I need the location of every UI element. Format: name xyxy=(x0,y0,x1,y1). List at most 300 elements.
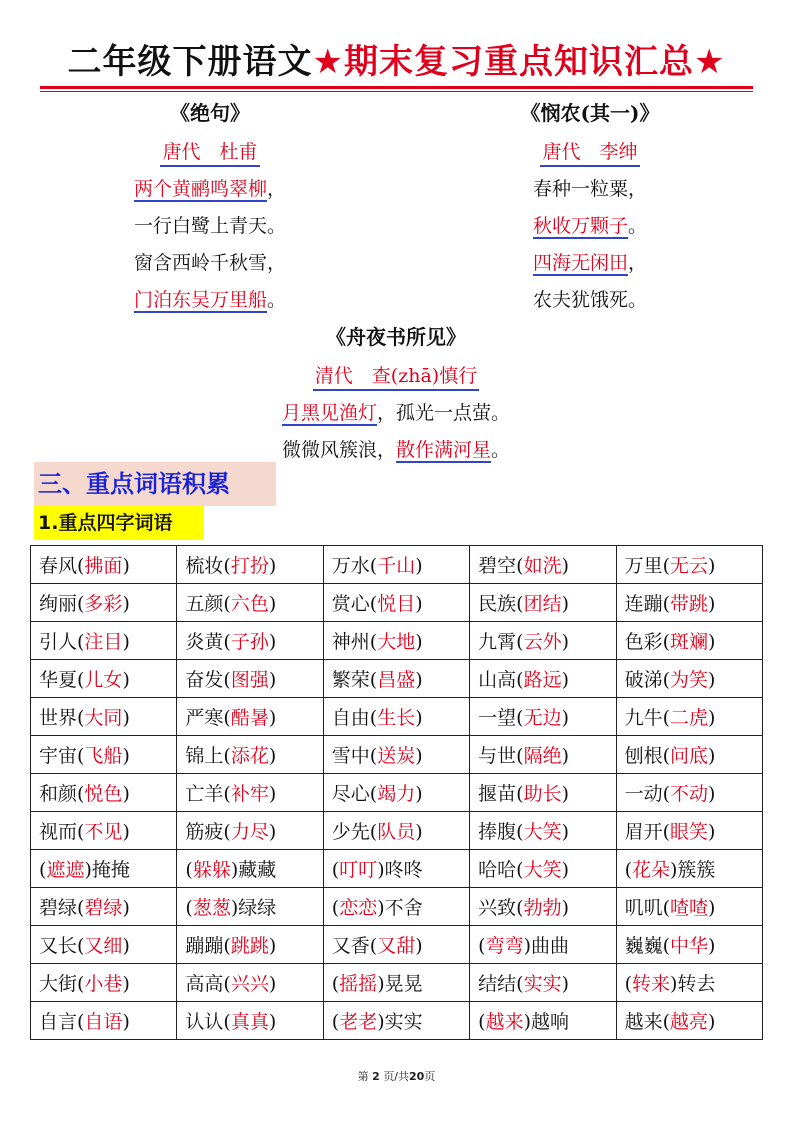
answer-text: 如洗 xyxy=(523,555,562,577)
word-text: ) xyxy=(122,669,130,691)
table-row xyxy=(31,888,763,926)
table-cell xyxy=(616,964,762,1002)
table-cell xyxy=(616,1002,762,1040)
table-cell xyxy=(323,622,469,660)
word-text: ) xyxy=(415,669,423,691)
table-cell xyxy=(177,736,323,774)
word-text: 连蹦( xyxy=(624,593,670,615)
poem-line-text: 春种一粒粟， xyxy=(532,178,647,200)
answer-text: 不见 xyxy=(84,821,123,843)
word-text: ) xyxy=(415,593,423,615)
table-cell xyxy=(323,850,469,888)
table-cell xyxy=(323,546,469,584)
word-text: ) xyxy=(561,669,570,691)
poem-line-text: 。 xyxy=(267,289,287,311)
answer-text: 真真 xyxy=(230,1011,269,1033)
word-text: )转去 xyxy=(670,973,716,995)
word-text: 九霄( xyxy=(478,631,524,653)
answer-text: 大同 xyxy=(84,707,123,729)
poem-line-highlight: 两个黄鹂鸣翠柳 xyxy=(133,178,267,200)
answer-text: 千山 xyxy=(377,555,416,577)
word-text: 巍巍( xyxy=(624,935,670,957)
word-text: ) xyxy=(708,707,716,729)
poem-line-highlight: 月黑见渔灯 xyxy=(281,402,377,424)
footer-prefix: 第 xyxy=(357,1070,369,1083)
answer-text: 老老 xyxy=(339,1011,378,1033)
answer-text: 图强 xyxy=(230,669,269,691)
poem-line xyxy=(440,171,740,208)
answer-text: 注目 xyxy=(84,631,123,653)
poem-line xyxy=(60,282,360,319)
table-row xyxy=(31,584,763,622)
word-text: 炎黄( xyxy=(185,631,231,653)
word-text: ) xyxy=(122,707,130,729)
word-text: ) xyxy=(415,745,423,767)
poem-line-highlight: 散作满河星 xyxy=(395,439,491,461)
word-text: 山高( xyxy=(478,669,524,691)
word-text: ) xyxy=(268,631,277,653)
poem-line-text: 一行白鹭上青天。 xyxy=(133,215,286,237)
word-text: )绿绿 xyxy=(230,897,277,919)
word-text: ) xyxy=(708,1011,716,1033)
word-text: ) xyxy=(122,935,130,957)
word-text: 一动( xyxy=(624,783,670,805)
poem-lines xyxy=(60,171,360,319)
answer-text: 儿女 xyxy=(84,669,123,691)
table-cell xyxy=(470,736,616,774)
word-text: )不舍 xyxy=(377,897,423,919)
answer-text: 勃勃 xyxy=(523,897,562,919)
table-cell xyxy=(31,964,177,1002)
footer-middle: 页/共 xyxy=(383,1070,410,1083)
answer-text: 又细 xyxy=(84,935,123,957)
table-cell xyxy=(323,584,469,622)
answer-text: 添花 xyxy=(230,745,269,767)
table-cell xyxy=(31,850,177,888)
poem-line-highlight: 门泊东吴万里船 xyxy=(133,289,267,311)
poem-line-text: 。 xyxy=(491,439,511,461)
word-text: ( xyxy=(331,897,340,919)
table-cell xyxy=(470,964,616,1002)
table-cell xyxy=(177,546,323,584)
word-text: 自由( xyxy=(331,707,378,729)
table-cell xyxy=(31,888,177,926)
answer-text: 斑斓 xyxy=(669,631,708,653)
table-row xyxy=(31,964,763,1002)
table-row xyxy=(31,546,763,584)
answer-text: 无云 xyxy=(669,555,708,577)
answer-text: 打扮 xyxy=(230,555,269,577)
table-cell xyxy=(470,622,616,660)
answer-text: 六色 xyxy=(230,593,269,615)
word-text: ) xyxy=(708,745,716,767)
word-text: 少先( xyxy=(331,821,378,843)
table-cell xyxy=(323,888,469,926)
table-cell xyxy=(323,1002,469,1040)
word-text: )掩掩 xyxy=(84,859,130,881)
word-text: ) xyxy=(122,783,130,805)
table-cell xyxy=(470,546,616,584)
table-cell xyxy=(616,698,762,736)
table-cell xyxy=(177,888,323,926)
answer-text: 子孙 xyxy=(230,631,269,653)
word-text: 宇宙( xyxy=(39,745,85,767)
word-text: 揠苗( xyxy=(478,783,524,805)
word-text: 碧空( xyxy=(478,555,524,577)
table-row xyxy=(31,698,763,736)
footer-total-pages: 20 xyxy=(409,1070,425,1083)
word-text: ) xyxy=(268,555,277,577)
answer-text: 昌盛 xyxy=(377,669,416,691)
table-cell xyxy=(177,812,323,850)
word-text: 捧腹( xyxy=(478,821,524,843)
table-row xyxy=(31,926,763,964)
word-text: 五颜( xyxy=(185,593,231,615)
word-text: ) xyxy=(415,555,423,577)
answer-text: 多彩 xyxy=(84,593,123,615)
table-cell xyxy=(177,698,323,736)
answer-text: 弯弯 xyxy=(485,935,524,957)
word-text: 叽叽( xyxy=(624,897,670,919)
table-cell xyxy=(470,888,616,926)
word-text: ) xyxy=(268,783,277,805)
poem-title: 《绝句》 xyxy=(170,101,250,125)
answer-text: 自语 xyxy=(84,1011,123,1033)
answer-text: 眼笑 xyxy=(669,821,708,843)
word-text: 世界( xyxy=(39,707,85,729)
word-text: 碧绿( xyxy=(39,897,85,919)
answer-text: 悦目 xyxy=(377,593,416,615)
answer-text: 恋恋 xyxy=(339,897,378,919)
answer-text: 小巷 xyxy=(84,973,123,995)
word-text: 筋疲( xyxy=(185,821,231,843)
table-cell xyxy=(31,622,177,660)
answer-text: 队员 xyxy=(377,821,416,843)
answer-text: 送炭 xyxy=(377,745,416,767)
word-text: 神州( xyxy=(331,631,378,653)
word-text: 蹦蹦( xyxy=(185,935,231,957)
table-cell xyxy=(31,812,177,850)
table-cell xyxy=(616,736,762,774)
table-cell xyxy=(323,698,469,736)
answer-text: 带跳 xyxy=(669,593,708,615)
word-text: 引人( xyxy=(39,631,85,653)
table-cell xyxy=(616,622,762,660)
table-cell xyxy=(616,546,762,584)
word-text: 眉开( xyxy=(624,821,670,843)
word-text: ( xyxy=(39,859,47,881)
word-text: ( xyxy=(478,935,486,957)
word-text: 大街( xyxy=(39,973,85,995)
table-cell xyxy=(470,850,616,888)
word-text: ) xyxy=(708,897,716,919)
word-text: 破涕( xyxy=(624,669,670,691)
table-cell xyxy=(31,546,177,584)
word-text: 和颜( xyxy=(39,783,85,805)
answer-text: 遮遮 xyxy=(46,859,85,881)
answer-text: 二虎 xyxy=(669,707,708,729)
answer-text: 隔绝 xyxy=(523,745,562,767)
answer-text: 拂面 xyxy=(84,555,123,577)
word-text: ) xyxy=(561,593,570,615)
table-cell xyxy=(323,736,469,774)
poem-line-highlight: 秋收万颗子 xyxy=(532,215,628,237)
table-cell xyxy=(323,660,469,698)
word-text: ) xyxy=(708,631,716,653)
word-text: 兴致( xyxy=(478,897,524,919)
table-cell xyxy=(616,774,762,812)
word-text: ( xyxy=(185,859,193,881)
word-text: 结结( xyxy=(478,973,524,995)
answer-text: 助长 xyxy=(523,783,562,805)
table-cell xyxy=(616,850,762,888)
table-cell xyxy=(616,660,762,698)
answer-text: 为笑 xyxy=(669,669,708,691)
table-cell xyxy=(470,774,616,812)
word-text: ) xyxy=(708,555,716,577)
word-text: 与世( xyxy=(478,745,524,767)
answer-text: 中华 xyxy=(669,935,708,957)
word-text: )藏藏 xyxy=(230,859,277,881)
poem-line xyxy=(440,282,740,319)
word-text: )簇簇 xyxy=(670,859,716,881)
answer-text: 大笑 xyxy=(523,821,562,843)
word-text: ) xyxy=(561,745,570,767)
word-text: ( xyxy=(331,1011,340,1033)
table-row xyxy=(31,736,763,774)
word-text: 尽心( xyxy=(331,783,378,805)
table-cell xyxy=(31,736,177,774)
answer-text: 问底 xyxy=(669,745,708,767)
table-row xyxy=(31,622,763,660)
answer-text: 大地 xyxy=(377,631,416,653)
table-cell xyxy=(470,1002,616,1040)
word-text: 越来( xyxy=(624,1011,670,1033)
answer-text: 大笑 xyxy=(523,859,562,881)
word-text: ) xyxy=(268,973,277,995)
title-highlight: ★期末复习重点知识汇总★ xyxy=(312,42,726,82)
table-cell xyxy=(470,812,616,850)
word-text: 色彩( xyxy=(624,631,670,653)
table-cell xyxy=(323,926,469,964)
table-cell xyxy=(31,660,177,698)
table-cell xyxy=(323,774,469,812)
answer-text: 碧绿 xyxy=(84,897,123,919)
answer-text: 转来 xyxy=(631,973,670,995)
table-cell xyxy=(616,584,762,622)
answer-text: 无边 xyxy=(523,707,562,729)
word-text: ( xyxy=(185,897,193,919)
page-footer xyxy=(0,1068,793,1084)
answer-text: 酷暑 xyxy=(230,707,269,729)
word-text: ( xyxy=(331,973,340,995)
word-text: ) xyxy=(122,897,130,919)
title-rule-thin xyxy=(40,91,753,92)
word-text: 又香( xyxy=(331,935,378,957)
answer-text: 又甜 xyxy=(377,935,416,957)
answer-text: 喳喳 xyxy=(669,897,708,919)
table-cell xyxy=(616,812,762,850)
answer-text: 团结 xyxy=(523,593,562,615)
poem-lines xyxy=(196,395,596,469)
table-row xyxy=(31,850,763,888)
word-text: ) xyxy=(561,783,570,805)
word-text: ) xyxy=(122,631,130,653)
poem-line-text: 窗含西岭千秋雪， xyxy=(133,252,286,274)
poem-title: 《舟夜书所见》 xyxy=(326,325,466,349)
word-text: ) xyxy=(561,897,570,919)
word-text: 繁荣( xyxy=(331,669,378,691)
poem-title: 《悯农(其一)》 xyxy=(520,101,660,125)
word-text: )越响 xyxy=(523,1011,570,1033)
word-text: )曲曲 xyxy=(523,935,570,957)
word-text: 民族( xyxy=(478,593,524,615)
answer-text: 摇摇 xyxy=(339,973,378,995)
table-cell xyxy=(177,774,323,812)
table-cell xyxy=(616,888,762,926)
word-text: ) xyxy=(122,555,130,577)
word-text: 梳妆( xyxy=(185,555,231,577)
poem-line-text: 。 xyxy=(628,215,648,237)
word-text: 春风( xyxy=(39,555,85,577)
answer-text: 花朵 xyxy=(631,859,670,881)
table-row xyxy=(31,1002,763,1040)
word-text: ) xyxy=(561,555,570,577)
footer-page-number: 2 xyxy=(372,1070,380,1083)
word-text: ( xyxy=(624,973,632,995)
poem-line xyxy=(60,208,360,245)
word-text: ) xyxy=(415,707,423,729)
poem-line-text: 农夫犹饿死。 xyxy=(532,289,647,311)
answer-text: 实实 xyxy=(523,973,562,995)
table-cell xyxy=(31,926,177,964)
word-text: 九牛( xyxy=(624,707,670,729)
word-text: 严寒( xyxy=(185,707,231,729)
word-text: ( xyxy=(624,859,632,881)
answer-text: 越亮 xyxy=(669,1011,708,1033)
word-text: )实实 xyxy=(377,1011,423,1033)
poem-author: 唐代 杜甫 xyxy=(160,139,259,167)
answer-text: 力尽 xyxy=(230,821,269,843)
footer-suffix: 页 xyxy=(424,1070,436,1083)
table-row xyxy=(31,660,763,698)
word-text: ) xyxy=(268,935,277,957)
answer-text: 生长 xyxy=(377,707,416,729)
word-text: ) xyxy=(415,783,423,805)
answer-text: 叮叮 xyxy=(339,859,378,881)
word-text: )咚咚 xyxy=(377,859,423,881)
answer-text: 不动 xyxy=(669,783,708,805)
word-text: ) xyxy=(708,821,716,843)
poem-line xyxy=(60,171,360,208)
poem-line-highlight: 四海无闲田 xyxy=(532,252,628,274)
table-cell xyxy=(177,622,323,660)
word-text: 一望( xyxy=(478,707,524,729)
word-text: ) xyxy=(268,821,277,843)
word-text: ) xyxy=(268,745,277,767)
word-text: 华夏( xyxy=(39,669,85,691)
answer-text: 悦色 xyxy=(84,783,123,805)
answer-text: 兴兴 xyxy=(230,973,269,995)
idiom-table xyxy=(30,545,763,1040)
word-text: 绚丽( xyxy=(39,593,85,615)
page-title xyxy=(0,40,793,84)
word-text: ( xyxy=(331,859,340,881)
word-text: 高高( xyxy=(185,973,231,995)
poem-line-text: ， xyxy=(628,252,648,274)
table-cell xyxy=(470,660,616,698)
poem-author: 唐代 李绅 xyxy=(540,139,639,167)
table-cell xyxy=(470,698,616,736)
poem-line-text: 微微风簇浪， xyxy=(281,439,396,461)
table-cell xyxy=(177,850,323,888)
word-text: ) xyxy=(561,821,570,843)
answer-text: 云外 xyxy=(523,631,562,653)
word-text: ) xyxy=(708,935,716,957)
word-text: 视而( xyxy=(39,821,85,843)
word-text: ) xyxy=(268,707,277,729)
table-cell xyxy=(470,584,616,622)
word-text: ) xyxy=(561,973,570,995)
table-cell xyxy=(470,926,616,964)
word-text: ) xyxy=(415,631,423,653)
poem-line xyxy=(440,208,740,245)
word-text: ) xyxy=(122,821,130,843)
word-text: ) xyxy=(122,1011,130,1033)
answer-text: 竭力 xyxy=(377,783,416,805)
answer-text: 躲躲 xyxy=(192,859,231,881)
poem-line-text: ， xyxy=(267,178,287,200)
poem-line xyxy=(60,245,360,282)
word-text: 自言( xyxy=(39,1011,85,1033)
word-text: ) xyxy=(561,859,570,881)
table-cell xyxy=(323,812,469,850)
table-cell xyxy=(177,926,323,964)
word-text: 雪中( xyxy=(331,745,378,767)
word-text: ( xyxy=(478,1011,486,1033)
word-text: ) xyxy=(415,821,423,843)
word-text: 又长( xyxy=(39,935,85,957)
poem-lines xyxy=(440,171,740,319)
table-cell xyxy=(31,1002,177,1040)
word-text: 认认( xyxy=(185,1011,231,1033)
word-text: 刨根( xyxy=(624,745,670,767)
subsection-heading: 1.重点四字词语 xyxy=(34,506,204,540)
poem-line xyxy=(440,245,740,282)
answer-text: 补牢 xyxy=(230,783,269,805)
table-cell xyxy=(177,660,323,698)
word-text: 赏心( xyxy=(331,593,378,615)
table-cell xyxy=(616,926,762,964)
poem-zhouye xyxy=(196,324,596,469)
word-text: ) xyxy=(708,783,716,805)
word-text: )晃晃 xyxy=(377,973,423,995)
table-row xyxy=(31,774,763,812)
title-rule-thick xyxy=(40,86,753,89)
poem-jueju xyxy=(60,100,360,319)
word-text: ) xyxy=(708,593,716,615)
poem-minnong xyxy=(440,100,740,319)
word-text: ) xyxy=(268,1011,277,1033)
answer-text: 跳跳 xyxy=(230,935,269,957)
section-heading: 三、重点词语积累 xyxy=(34,462,276,506)
answer-text: 飞船 xyxy=(84,745,123,767)
word-text: ) xyxy=(268,669,277,691)
word-text: ) xyxy=(561,707,570,729)
word-text: ) xyxy=(561,631,570,653)
poem-author: 清代 查(zhā)慎行 xyxy=(313,363,479,391)
word-text: 万水( xyxy=(331,555,378,577)
